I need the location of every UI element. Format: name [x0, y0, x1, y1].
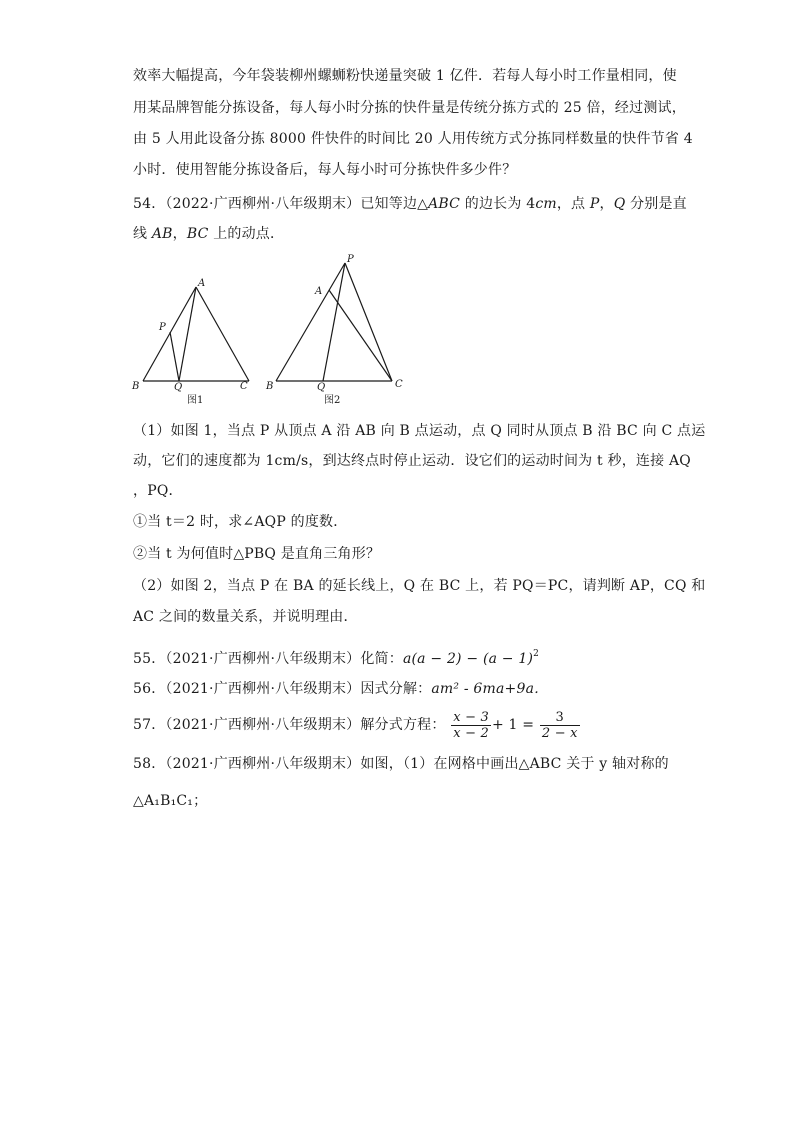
- segment-pc: [345, 263, 392, 381]
- fig1-label-c: C: [240, 381, 248, 392]
- fig1-label-b: B: [132, 381, 140, 392]
- question-54-part1: 动，它们的速度都为 1cm/s，到达终点时停止运动．设它们的运动时间为 t 秒，连接 AQ: [133, 453, 691, 469]
- question-54-sub2: ②当 t 为何值时△PBQ 是直角三角形？: [133, 546, 381, 562]
- fig2-label-q: Q: [317, 382, 326, 393]
- figure-2: [276, 263, 392, 381]
- fig2-caption: 图2: [324, 395, 341, 406]
- fig1-label-a: A: [198, 278, 206, 289]
- expression: am² - 6ma+9a．: [431, 681, 549, 697]
- problem-text-line: 用某品牌智能分拣设备，每人每小时分拣的快件量是传统分拣方式的 25 倍，经过测试，: [133, 100, 686, 116]
- problem-text-line: 效率大幅提高，今年袋装柳州螺蛳粉快递量突破 1 亿件．若每人每小时工作量相同，使: [133, 68, 677, 84]
- fig1-label-p: P: [159, 322, 166, 333]
- segment-ac: [329, 290, 392, 381]
- question-54-sub1: ①当 t＝2 时，求∠AQP 的度数．: [133, 514, 348, 530]
- figure-1: [143, 287, 249, 381]
- problem-text-line: 小时．使用智能分拣设备后，每人每小时可分拣快件多少件？: [133, 162, 517, 178]
- segment-ac: [196, 287, 249, 381]
- question-54-heading-cont: 线 AB，BC 上的动点．: [133, 226, 285, 242]
- question-54-part1: （1）如图 1，当点 P 从顶点 A 沿 AB 向 B 点运动，点 Q 同时从顶点 B 沿 BC 向 C 点运: [133, 423, 706, 439]
- segment-pq: [170, 332, 179, 381]
- fig2-label-c: C: [395, 379, 403, 390]
- question-54-part1: ，PQ．: [133, 483, 183, 499]
- expression: a(a − 2) − (a − 1): [402, 651, 534, 667]
- fig2-label-p: P: [347, 254, 354, 265]
- fig1-label-q: Q: [174, 382, 183, 393]
- problem-text-line: 由 5 人用此设备分拣 8000 件快件的时间比 20 人用传统方式分拣同样数量的快件节省 4: [133, 131, 693, 147]
- question-54-heading: 54．（2022·广西柳州·八年级期末）已知等边△ABC 的边长为 4cm，点 P，Q 分别是直: [133, 196, 687, 212]
- segment-bp: [276, 263, 345, 381]
- question-58-cont: △A₁B₁C₁；: [133, 793, 208, 809]
- question-58: 58．（2021·广西柳州·八年级期末）如图，（1）在网格中画出△ABC 关于 y 轴对称的: [133, 756, 669, 772]
- fig2-label-a: A: [315, 286, 323, 297]
- fraction-lhs: $\frac{x - 3}{x - 2}$: [453, 709, 489, 741]
- fig1-caption: 图1: [187, 395, 204, 406]
- question-57: 57．（2021·广西柳州·八年级期末）解分式方程： $\frac{x - 3}{x - 2}$ + 1 = $\frac{3}{2 - x}$: [133, 709, 578, 741]
- question-54-figures: [0, 0, 794, 420]
- fraction-rhs: $\frac{3}{2 - x}$: [541, 709, 578, 741]
- fig2-label-b: B: [266, 381, 274, 392]
- question-54-part2: AC 之间的数量关系，并说明理由．: [133, 609, 358, 625]
- question-54-part2: （2）如图 2，当点 P 在 BA 的延长线上，Q 在 BC 上，若 PQ＝PC，请判断 AP，CQ 和: [133, 578, 706, 594]
- question-56: 56．（2021·广西柳州·八年级期末）因式分解：am² - 6ma+9a．: [133, 681, 549, 697]
- question-55: 55．（2021·广西柳州·八年级期末）化简：$a(a - 2) - (a - 1)^2$: [133, 649, 540, 667]
